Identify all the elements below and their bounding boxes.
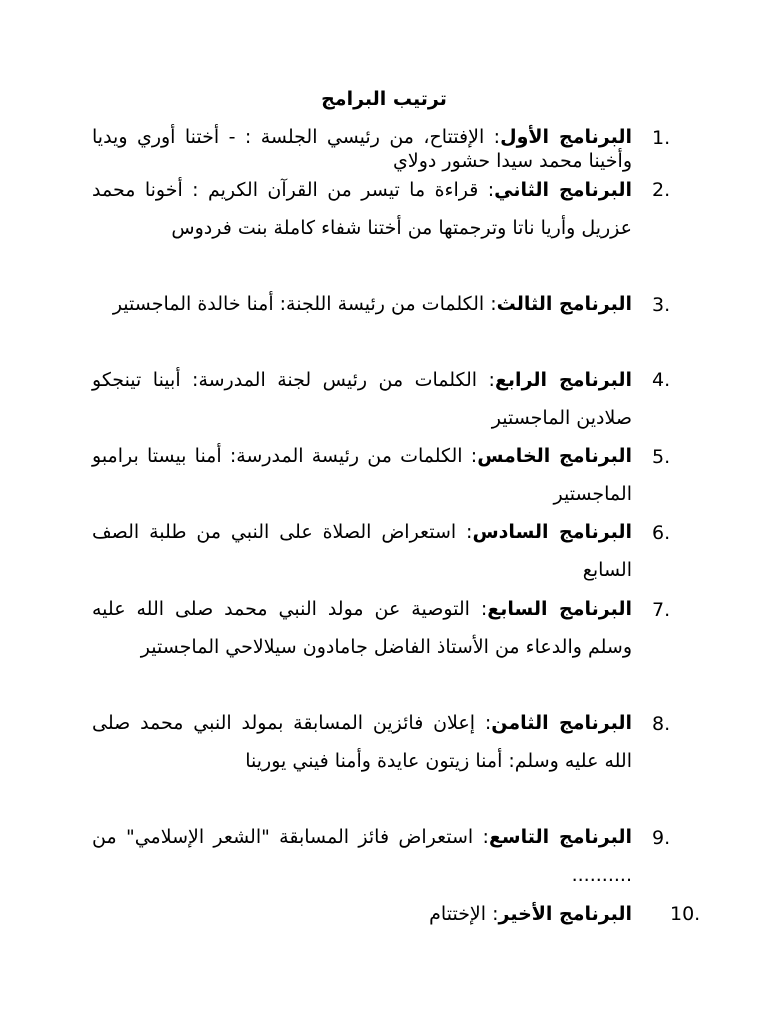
item-text: : استعراض فائز المسابقة "الشعر الإسلامي" من .......... xyxy=(92,826,632,886)
item-number: 3. xyxy=(652,294,671,316)
item-number: 1. xyxy=(652,127,671,149)
item-heading: البرنامج الرابع xyxy=(494,369,632,391)
item-text: : الإختتام xyxy=(429,903,499,925)
item-heading: البرنامج الأخير xyxy=(498,903,632,925)
item-text: : قراءة ما تيسر من القرآن الكريم : أخونا محمد عزريل وأريا ناتا وترجمتها من أختنا شفاء كاملة بنت فردوس xyxy=(92,179,632,239)
item-number: 7. xyxy=(652,599,671,621)
item-text: : الإفتتاح، من رئيسي الجلسة : - أختنا أوري ويديا وأخينا محمد سيدا حشور دولاي xyxy=(92,126,632,172)
item-text: : التوصية عن مولد النبي محمد صلى الله عليه وسلم والدعاء من الأستاذ الفاضل جامادون سيلالاحي الماجستير xyxy=(92,598,632,658)
item-heading: البرنامج الثالث xyxy=(496,293,632,315)
item-text: : الكلمات من رئيسة المدرسة: أمنا بيستا برامبو الماجستير xyxy=(92,445,632,505)
item-heading: البرنامج السابع xyxy=(487,598,632,620)
item-text: : إعلان فائزين المسابقة بمولد النبي محمد صلى الله عليه وسلم: أمنا زيتون عايدة وأمنا فيني يورينا xyxy=(92,712,632,772)
item-heading: البرنامج الثاني xyxy=(494,179,632,201)
item-number: 10. xyxy=(670,903,701,925)
list-item xyxy=(92,818,632,894)
item-heading: البرنامج الأول xyxy=(500,126,632,148)
item-number: 5. xyxy=(652,446,671,468)
list-item xyxy=(92,895,632,933)
item-heading: البرنامج الثامن xyxy=(491,712,632,734)
document-title: ترتيب البرامج xyxy=(321,88,447,110)
list-item xyxy=(92,513,632,589)
list-item xyxy=(92,285,632,323)
item-text: : الكلمات من رئيسة اللجنة: أمنا خالدة الماجستير xyxy=(112,293,497,315)
item-text: : استعراض الصلاة على النبي من طلبة الصف السابع xyxy=(92,521,632,581)
list-item xyxy=(92,437,632,513)
item-number: 4. xyxy=(652,369,671,391)
list-item xyxy=(92,361,632,437)
item-heading: البرنامج التاسع xyxy=(488,826,632,848)
item-number: 8. xyxy=(652,713,671,735)
item-text: : الكلمات من رئيس لجنة المدرسة: أبينا تينجكو صلادين الماجستير xyxy=(92,369,632,429)
item-heading: البرنامج السادس xyxy=(472,521,632,543)
item-number: 2. xyxy=(652,179,671,201)
item-heading: البرنامج الخامس xyxy=(477,445,632,467)
item-number: 9. xyxy=(652,827,671,849)
item-number: 6. xyxy=(652,522,671,544)
list-item xyxy=(92,704,632,780)
list-item xyxy=(92,590,632,666)
list-item xyxy=(92,125,632,173)
list-item xyxy=(92,171,632,247)
